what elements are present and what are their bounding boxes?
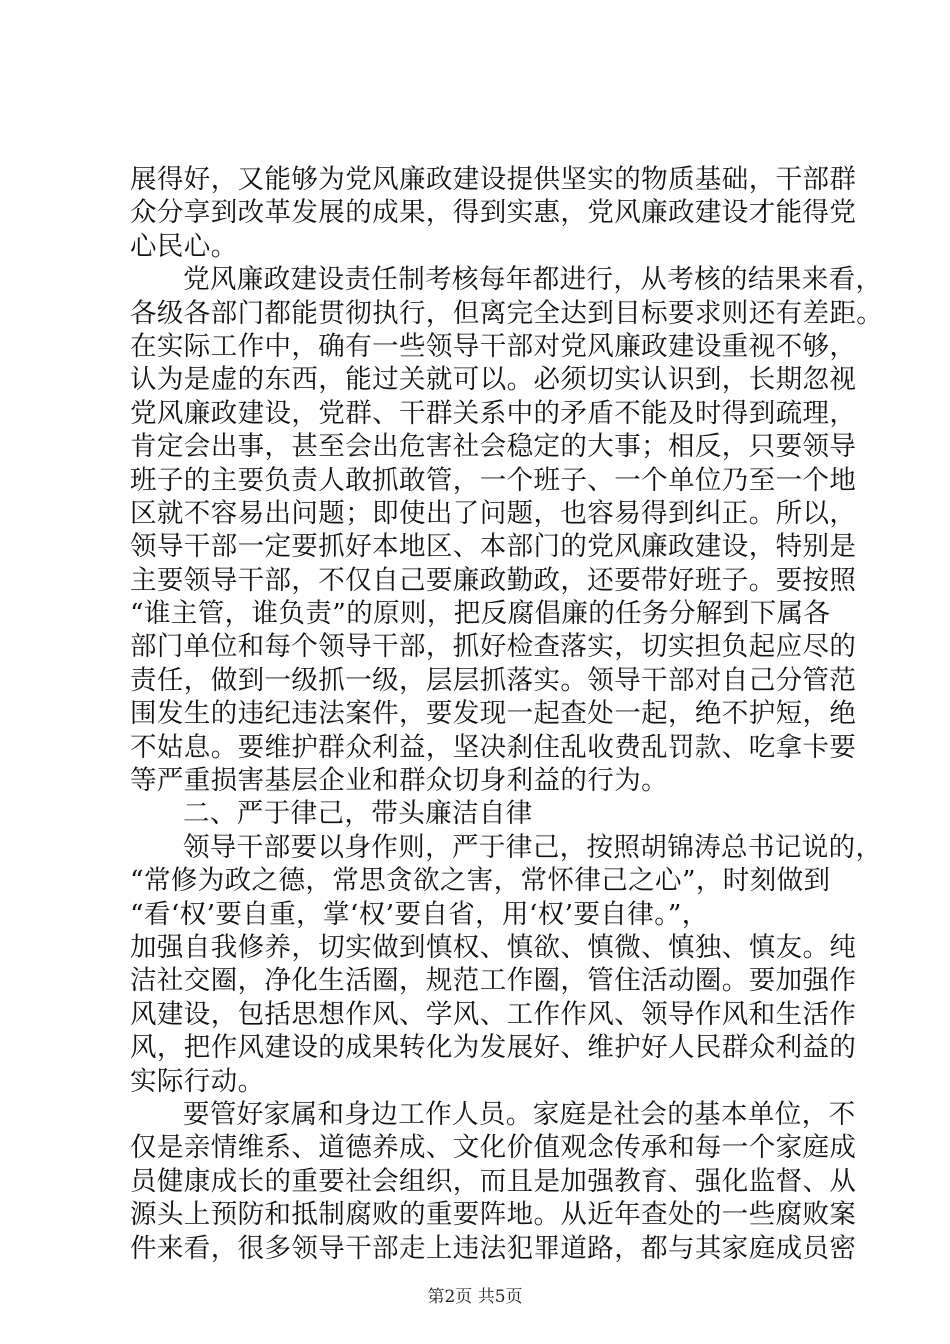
text-line: 不姑息。要维护群众利益，坚决刹住乱收费乱罚款、吃拿卡要: [130, 731, 857, 763]
text-line: 风建设，包括思想作风、学风、工作作风、领导作风和生活作: [130, 998, 857, 1030]
text-line: 实际行动。: [130, 1065, 265, 1097]
paragraph-first-line: 党风廉政建设责任制考核每年都进行，从考核的结果来看，: [183, 264, 883, 296]
paragraph-first-line: 要管好家属和身边工作人员。家庭是社会的基本单位，不: [183, 1098, 856, 1130]
paragraph-first-line: 领导干部要以身作则，严于律己，按照胡锦涛总书记说的，: [183, 831, 883, 863]
text-line: 区就不容易出问题；即使出了问题，也容易得到纠正。所以，: [130, 497, 857, 529]
text-line: 在实际工作中，确有一些领导干部对党风廉政建设重视不够，: [130, 330, 857, 362]
text-line: 仅是亲情维系、道德养成、文化价值观念传承和每一个家庭成: [130, 1132, 857, 1164]
text-line: 党风廉政建设，党群、干群关系中的矛盾不能及时得到疏理，: [130, 397, 857, 429]
text-line: 众分享到改革发展的成果，得到实惠，党风廉政建设才能得党: [130, 197, 857, 229]
text-line: 等严重损害基层企业和群众切身利益的行为。: [130, 765, 668, 797]
section-heading: 二、严于律己，带头廉洁自律: [183, 798, 533, 830]
text-line: 围发生的违纪违法案件，要发现一起查处一起，绝不护短，绝: [130, 698, 857, 730]
text-line: 责任，做到一级抓一级，层层抓落实。领导干部对自己分管范: [130, 664, 857, 696]
text-line: “谁主管，谁负责”的原则，把反腐倡廉的任务分解到下属各: [130, 598, 831, 630]
text-line: 源头上预防和抵制腐败的重要阵地。从近年查处的一些腐败案: [130, 1199, 857, 1231]
text-line: 认为是虚的东西，能过关就可以。必须切实认识到，长期忽视: [130, 364, 857, 396]
text-line: 部门单位和每个领导干部，抓好检查落实，切实担负起应尽的: [130, 631, 857, 663]
text-line: 肯定会出事，甚至会出危害社会稳定的大事；相反，只要领导: [130, 431, 857, 463]
text-line: 班子的主要负责人敢抓敢管，一个班子、一个单位乃至一个地: [130, 464, 857, 496]
text-line: “看‘权’要自重，掌‘权’要自省，用‘权’要自律。”，: [130, 898, 709, 930]
text-line: 风，把作风建设的成果转化为发展好、维护好人民群众利益的: [130, 1032, 857, 1064]
document-body: [130, 163, 884, 1265]
text-line: 主要领导干部，不仅自己要廉政勤政，还要带好班子。要按照: [130, 564, 857, 596]
text-line: 领导干部一定要抓好本地区、本部门的党风廉政建设，特别是: [130, 531, 857, 563]
text-line: 展得好，又能够为党风廉政建设提供坚实的物质基础，干部群: [130, 164, 857, 195]
text-line: 洁社交圈，净化生活圈，规范工作圈，管住活动圈。要加强作: [130, 965, 857, 997]
page-number-footer: 第2页 共5页: [427, 1287, 523, 1307]
text-line: 各级各部门都能贯彻执行，但离完全达到目标要求则还有差距。: [130, 297, 884, 329]
text-line: 件来看，很多领导干部走上违法犯罪道路，都与其家庭成员密: [130, 1232, 857, 1264]
text-line: 加强自我修养，切实做到慎权、慎欲、慎微、慎独、慎友。纯: [130, 931, 857, 963]
text-line: “常修为政之德，常思贪欲之害，常怀律己之心”，时刻做到: [130, 865, 831, 897]
text-line: 员健康成长的重要社会组织，而且是加强教育、强化监督、从: [130, 1165, 857, 1197]
text-line: 心民心。: [130, 230, 238, 262]
